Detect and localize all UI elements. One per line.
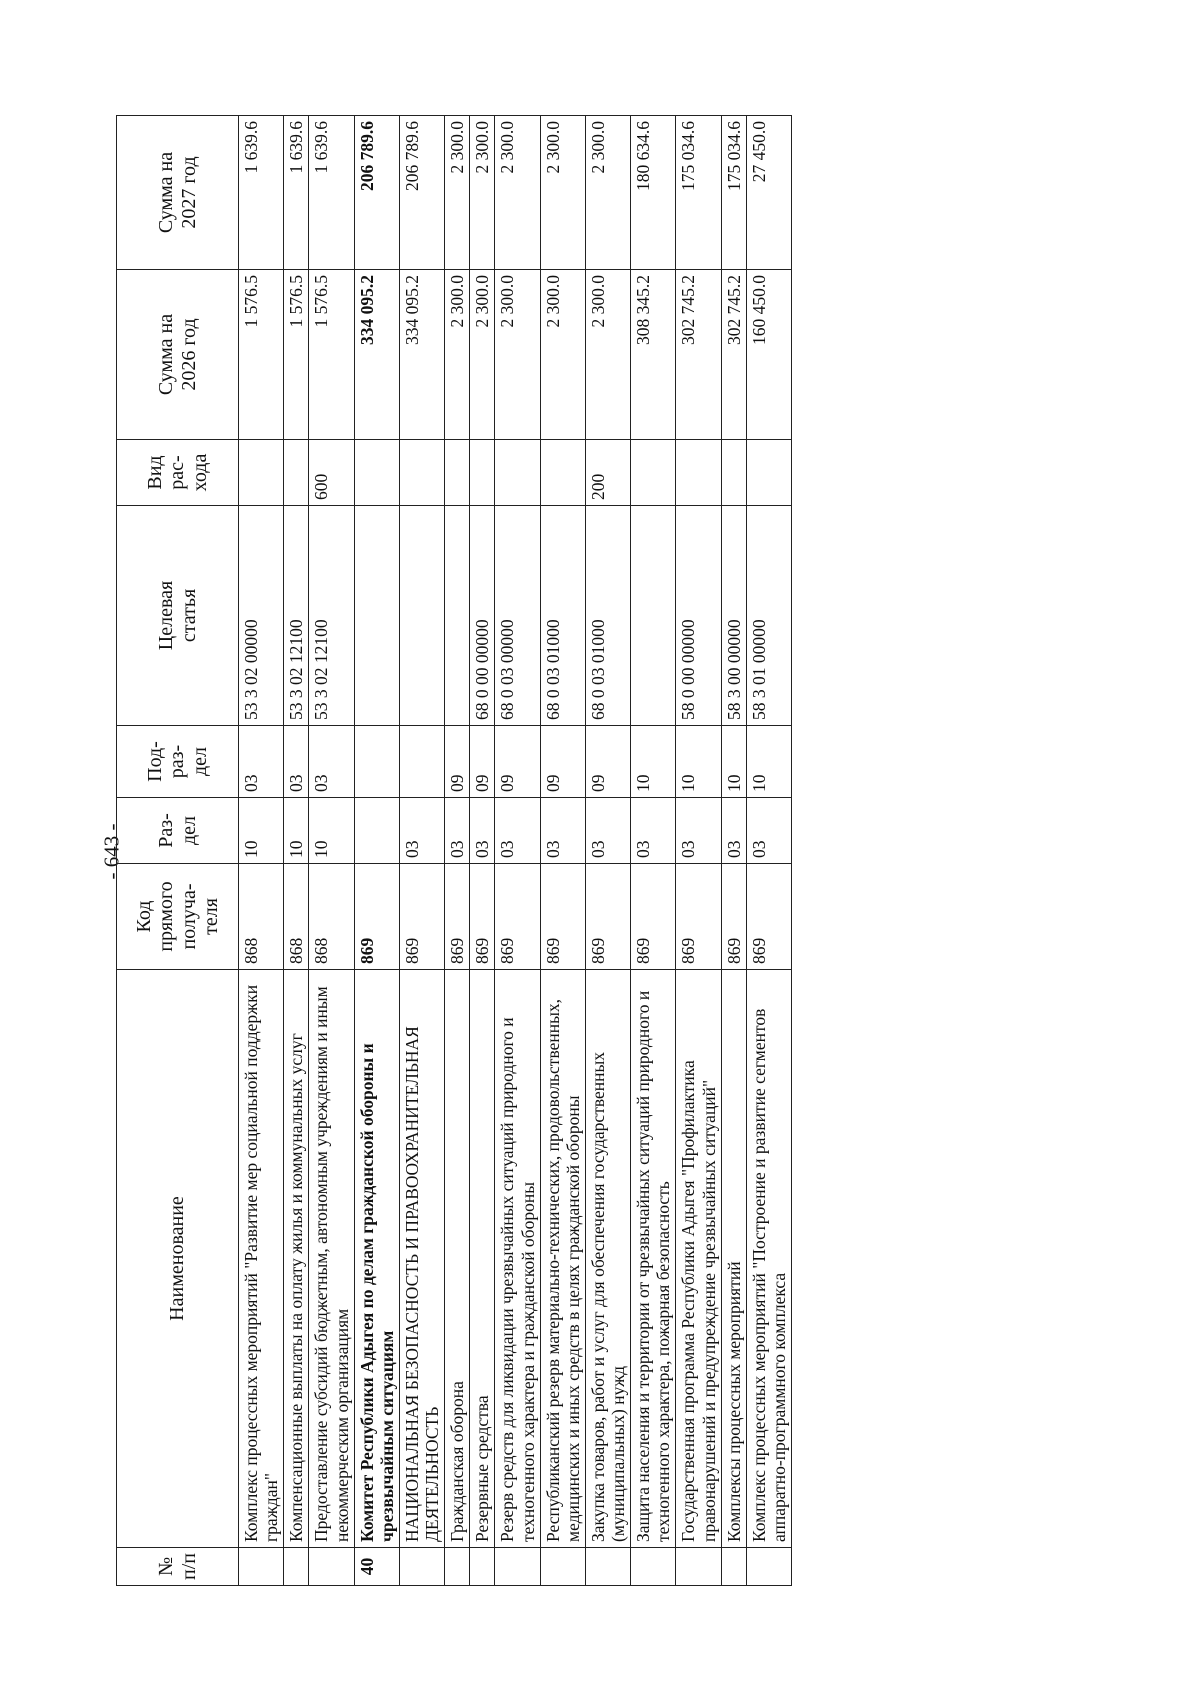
cell-sum2026: 2 300.0 [470,270,495,440]
header-sum2027: Сумма на 2027 год [117,116,239,270]
cell-name: Гражданская оборона [445,970,470,1548]
cell-sum2027: 1 639.6 [284,116,309,270]
cell-section: 03 [631,798,676,864]
cell-section: 03 [746,798,791,864]
cell-name: Комплекс процессных мероприятий "Построение и развитие сегментов аппаратно-программного комплекса [746,970,791,1548]
table-row [746,116,791,1586]
cell-expense [354,440,399,506]
cell-section: 10 [239,798,284,864]
cell-subsection: 10 [746,726,791,798]
cell-subsection: 09 [540,726,585,798]
cell-section: 03 [470,798,495,864]
cell-sum2027: 206 789.6 [354,116,399,270]
cell-subsection: 09 [470,726,495,798]
cell-recipient: 869 [585,864,630,970]
cell-no [470,1548,495,1586]
cell-subsection: 03 [309,726,354,798]
cell-no [309,1548,354,1586]
cell-no: 40 [354,1548,399,1586]
cell-recipient: 869 [540,864,585,970]
cell-article: 68 0 03 01000 [585,506,630,726]
table-header [117,116,239,1586]
cell-no [399,1548,444,1586]
cell-article: 58 3 01 00000 [746,506,791,726]
cell-sum2027: 206 789.6 [399,116,444,270]
table-row [540,116,585,1586]
cell-article: 58 3 00 00000 [721,506,746,726]
cell-section [354,798,399,864]
cell-recipient: 869 [746,864,791,970]
cell-article [631,506,676,726]
cell-sum2026: 2 300.0 [495,270,540,440]
cell-recipient: 869 [676,864,721,970]
cell-expense [284,440,309,506]
cell-section: 03 [540,798,585,864]
table-body [239,116,792,1586]
cell-subsection [399,726,444,798]
cell-name: Предоставление субсидий бюджетным, автономным учреждениям и иным некоммерческим организациям [309,970,354,1548]
cell-recipient: 868 [284,864,309,970]
cell-article: 53 3 02 12100 [309,506,354,726]
cell-section: 03 [585,798,630,864]
table-row [631,116,676,1586]
cell-article [445,506,470,726]
cell-recipient: 868 [239,864,284,970]
header-sum2026: Сумма на 2026 год [117,270,239,440]
cell-recipient: 868 [309,864,354,970]
cell-sum2027: 1 639.6 [309,116,354,270]
table-row [284,116,309,1586]
cell-no [721,1548,746,1586]
cell-expense: 200 [585,440,630,506]
cell-expense [631,440,676,506]
cell-sum2026: 302 745.2 [676,270,721,440]
cell-sum2027: 180 634.6 [631,116,676,270]
cell-no [239,1548,284,1586]
cell-no [284,1548,309,1586]
cell-no [676,1548,721,1586]
cell-section: 03 [399,798,444,864]
table-row [585,116,630,1586]
cell-sum2026: 1 576.5 [309,270,354,440]
header-name: Наименование [117,970,239,1548]
cell-recipient: 869 [631,864,676,970]
cell-section: 03 [721,798,746,864]
header-recipient: Код прямого получа- теля [117,864,239,970]
cell-name: Резервные средства [470,970,495,1548]
cell-sum2027: 2 300.0 [470,116,495,270]
cell-name: Комитет Республики Адыгея по делам гражданской обороны и чрезвычайным ситуациям [354,970,399,1548]
cell-subsection: 10 [631,726,676,798]
cell-sum2026: 160 450.0 [746,270,791,440]
rotated-document [116,116,1046,1586]
cell-article: 68 0 03 00000 [495,506,540,726]
table-row [676,116,721,1586]
cell-sum2027: 2 300.0 [540,116,585,270]
cell-sum2027: 1 639.6 [239,116,284,270]
cell-section: 10 [284,798,309,864]
cell-expense: 600 [309,440,354,506]
header-subsection: Под- раз- дел [117,726,239,798]
header-no: № п/п [117,1548,239,1586]
cell-no [631,1548,676,1586]
cell-article: 53 3 02 12100 [284,506,309,726]
cell-subsection: 03 [284,726,309,798]
cell-article [354,506,399,726]
cell-expense [399,440,444,506]
cell-expense [445,440,470,506]
cell-article [399,506,444,726]
cell-name: Компенсационные выплаты на оплату жилья и коммунальных услуг [284,970,309,1548]
cell-name: Комплексы процессных мероприятий [721,970,746,1548]
cell-expense [470,440,495,506]
cell-recipient: 869 [470,864,495,970]
cell-subsection: 03 [239,726,284,798]
table-row [309,116,354,1586]
cell-article: 53 3 02 00000 [239,506,284,726]
cell-name: Закупка товаров, работ и услуг для обеспечения государственных (муниципальных) нужд [585,970,630,1548]
cell-subsection: 09 [445,726,470,798]
table-row [239,116,284,1586]
cell-expense [676,440,721,506]
header-article: Целевая статья [117,506,239,726]
cell-sum2027: 27 450.0 [746,116,791,270]
cell-recipient: 869 [495,864,540,970]
cell-no [746,1548,791,1586]
cell-subsection [354,726,399,798]
cell-name: Государственная программа Республики Адыгея "Профилактика правонарушений и предупреждение чрезвычайных ситуаций" [676,970,721,1548]
cell-recipient: 869 [721,864,746,970]
cell-no [540,1548,585,1586]
header-section: Раз- дел [117,798,239,864]
cell-expense [746,440,791,506]
cell-sum2026: 1 576.5 [239,270,284,440]
cell-sum2026: 2 300.0 [540,270,585,440]
cell-sum2026: 2 300.0 [445,270,470,440]
cell-sum2026: 308 345.2 [631,270,676,440]
cell-expense [721,440,746,506]
cell-subsection: 09 [585,726,630,798]
cell-no [445,1548,470,1586]
cell-sum2027: 2 300.0 [445,116,470,270]
cell-sum2026: 302 745.2 [721,270,746,440]
cell-section: 03 [495,798,540,864]
cell-subsection: 10 [676,726,721,798]
cell-name: Республиканский резерв материально-технических, продовольственных, медицинских и иных средств в целях гражданской обороны [540,970,585,1548]
cell-name: Комплекс процессных мероприятий "Развитие мер социальной поддержки граждан" [239,970,284,1548]
header-expense: Вид рас- хода [117,440,239,506]
table-row [721,116,746,1586]
table-row [445,116,470,1586]
cell-section: 10 [309,798,354,864]
cell-recipient: 869 [445,864,470,970]
cell-subsection: 09 [495,726,540,798]
page-number: - 643 - [99,823,124,880]
cell-subsection: 10 [721,726,746,798]
cell-sum2027: 2 300.0 [495,116,540,270]
cell-name: Резерв средств для ликвидации чрезвычайных ситуаций природного и техногенного характера и гражданской обороны [495,970,540,1548]
cell-sum2026: 334 095.2 [354,270,399,440]
table-row [354,116,399,1586]
cell-article: 68 0 00 00000 [470,506,495,726]
cell-no [585,1548,630,1586]
cell-article: 68 0 03 01000 [540,506,585,726]
cell-name: НАЦИОНАЛЬНАЯ БЕЗОПАСНОСТЬ И ПРАВООХРАНИТЕЛЬНАЯ ДЕЯТЕЛЬНОСТЬ [399,970,444,1548]
cell-expense [239,440,284,506]
cell-recipient: 869 [354,864,399,970]
table-row [470,116,495,1586]
cell-sum2026: 334 095.2 [399,270,444,440]
table-row [495,116,540,1586]
cell-expense [540,440,585,506]
table-row [399,116,444,1586]
cell-article: 58 0 00 00000 [676,506,721,726]
cell-sum2026: 1 576.5 [284,270,309,440]
cell-recipient: 869 [399,864,444,970]
cell-section: 03 [445,798,470,864]
cell-sum2027: 175 034.6 [721,116,746,270]
cell-sum2027: 175 034.6 [676,116,721,270]
cell-no [495,1548,540,1586]
cell-sum2026: 2 300.0 [585,270,630,440]
cell-section: 03 [676,798,721,864]
cell-expense [495,440,540,506]
cell-name: Защита населения и территории от чрезвычайных ситуаций природного и техногенного характера, пожарная безопасность [631,970,676,1548]
budget-table [116,115,792,1586]
cell-sum2027: 2 300.0 [585,116,630,270]
